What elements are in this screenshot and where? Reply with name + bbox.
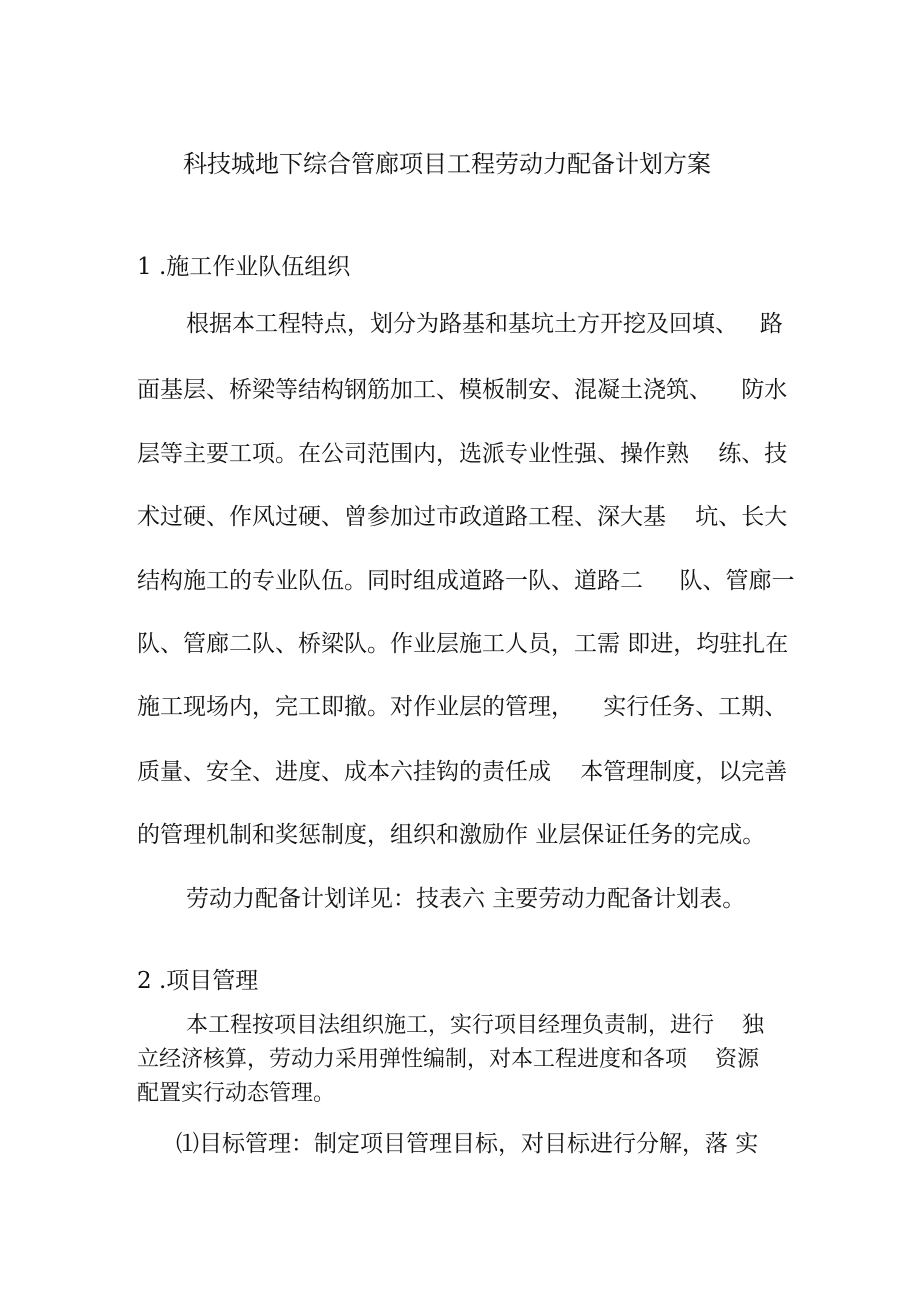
section1-para1-line: 队、管廊二队、桥梁队。作业层施工人员，工需 即进，均驻扎在: [137, 631, 789, 657]
section1-heading: 1 .施工作业队伍组织: [137, 254, 351, 280]
section1-para1-line: 术过硬、作风过硬、曾参加过市政道路工程、深大基 坑、长大: [137, 504, 788, 530]
document-title: 科技城地下综合管廊项目工程劳动力配备计划方案: [183, 150, 711, 178]
section2-para1-line: 本工程按项目法组织施工，实行项目经理负责制，进行 独: [186, 1013, 764, 1038]
section2-para1-line: 立经济核算，劳动力采用弹性编制，对本工程进度和各项 资源: [137, 1047, 759, 1072]
section1-para2: 劳动力配备计划详见：技表六 主要劳动力配备计划表。: [186, 886, 746, 912]
section2-heading: 2 .项目管理: [137, 968, 259, 994]
section1-para1-line: 结构施工的专业队伍。同时组成道路一队、道路二 队、管廊一: [137, 568, 795, 594]
section1-para1-line: 施工现场内，完工即撤。对作业层的管理， 实行任务、工期、: [137, 694, 788, 720]
section1-para1-line: 层等主要工项。在公司范围内，选派专业性强、操作熟 练、技: [137, 441, 788, 467]
section1-para1-line: 根据本工程特点，划分为路基和基坑土方开挖及回填、 路: [186, 311, 783, 337]
section1-para1-line: 质量、安全、进度、成本六挂钩的责任成 本管理制度，以完善: [137, 759, 788, 785]
section1-para1-line: 的管理机制和奖惩制度，组织和激励作 业层保证任务的完成。: [137, 822, 766, 848]
section2-item1: ⑴目标管理：制定项目管理目标，对目标进行分解，落 实: [176, 1131, 759, 1157]
section2-para1-line: 配置实行动态管理。: [137, 1081, 336, 1106]
section1-para1-line: 面基层、桥梁等结构钢筋加工、模板制安、混凝土浇筑、 防水: [137, 377, 788, 403]
